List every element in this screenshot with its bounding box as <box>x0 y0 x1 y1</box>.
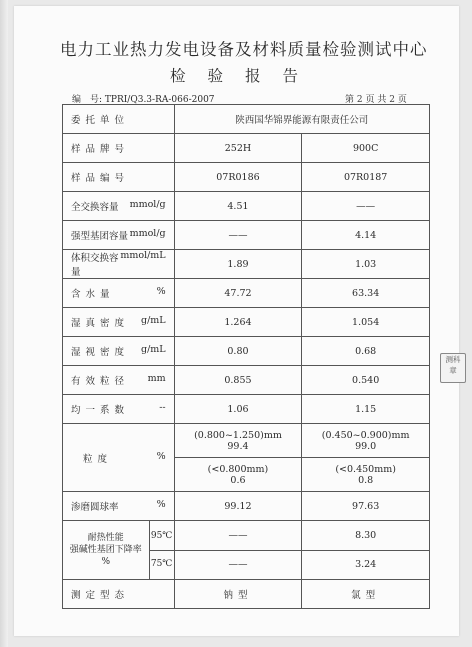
row-label-effective-size: 有效粒径 mm <box>63 366 175 395</box>
table-row <box>63 580 430 609</box>
cell-b: 97.63 <box>302 492 430 521</box>
table-row <box>63 163 430 192</box>
table-row <box>63 395 430 424</box>
cell-b: 1.03 <box>302 250 430 279</box>
table-row <box>63 521 430 551</box>
table-row <box>63 492 430 521</box>
cell-a: 1.264 <box>174 308 302 337</box>
table-row <box>63 366 430 395</box>
row-label-client: 委托单位 <box>63 105 175 134</box>
cell-b: 3.24 <box>302 550 430 580</box>
row-label-brand: 样品牌号 <box>63 134 175 163</box>
page-label-suffix: 页 <box>397 95 407 105</box>
cell-a: 0.855 <box>174 366 302 395</box>
table-row <box>63 134 430 163</box>
test-results-table <box>62 104 430 609</box>
report-number-value: TPRI/Q3.3-RA-066-2007 <box>104 95 215 105</box>
row-label-sample-no: 样品编号 <box>63 163 175 192</box>
cell-a: —— <box>174 221 302 250</box>
table-row <box>63 279 430 308</box>
cell-a: 1.89 <box>174 250 302 279</box>
client-value: 陕西国华锦界能源有限责任公司 <box>174 105 429 134</box>
cell-b: 1.15 <box>302 395 430 424</box>
cell-a: 99.12 <box>174 492 302 521</box>
cell-b: 0.540 <box>302 366 430 395</box>
page-label-prefix: 第 <box>345 95 355 105</box>
table-row <box>63 250 430 279</box>
cell-b: 1.054 <box>302 308 430 337</box>
cell-a: —— <box>174 550 302 580</box>
table-row <box>63 221 430 250</box>
cell-b: 900C <box>302 134 430 163</box>
particle-range-b: (0.450~0.900)mm 99.0 <box>302 424 430 458</box>
cell-b: 氯型 <box>302 580 430 609</box>
cell-b: 0.68 <box>302 337 430 366</box>
report-number-label: 编 号: <box>72 95 103 105</box>
cell-b: —— <box>302 192 430 221</box>
row-label-uniformity: 均一系数 -- <box>63 395 175 424</box>
cell-a: —— <box>174 521 302 551</box>
row-label-strong-base: 强型基团容量 mmol/g <box>63 221 175 250</box>
scan-edge <box>0 0 8 647</box>
cell-a: 252H <box>174 134 302 163</box>
cell-a: 0.80 <box>174 337 302 366</box>
row-label-heat-resistance: 耐热性能 强碱性基团下降率 % 95℃ 75℃ <box>63 521 175 580</box>
particle-fine-b: (<0.450mm) 0.8 <box>302 458 430 492</box>
row-label-volume-exchange: 体积交换容量 mmol/mL <box>63 250 175 279</box>
report-type-title: 检验报告 <box>170 67 321 85</box>
page-current: 2 <box>356 95 363 105</box>
row-label-sphericity: 渗磨圆球率 % <box>63 492 175 521</box>
cell-a: 47.72 <box>174 279 302 308</box>
report-org-title: 电力工业热力发电设备及材料质量检验测试中心 <box>60 40 428 59</box>
cell-b: 07R0187 <box>302 163 430 192</box>
table-row <box>63 424 430 458</box>
cell-b: 63.34 <box>302 279 430 308</box>
table-row <box>63 337 430 366</box>
cell-a: 07R0186 <box>174 163 302 192</box>
seam-stamp: 测科 章 <box>440 353 466 383</box>
row-label-apparent-density: 湿视密度 g/mL <box>63 337 175 366</box>
row-label-total-exchange: 全交换容量 mmol/g <box>63 192 175 221</box>
table-row <box>63 308 430 337</box>
cell-b: 8.30 <box>302 521 430 551</box>
row-label-measured-form: 测定型态 <box>63 580 175 609</box>
page-label-mid: 页 共 <box>365 95 387 105</box>
table-row <box>63 105 430 134</box>
table-row <box>63 192 430 221</box>
page-total: 2 <box>389 95 395 105</box>
cell-b: 4.14 <box>302 221 430 250</box>
cell-a: 1.06 <box>174 395 302 424</box>
row-label-wet-density: 湿真密度 g/mL <box>63 308 175 337</box>
particle-fine-a: (<0.800mm) 0.6 <box>174 458 302 492</box>
particle-range-a: (0.800~1.250)mm 99.4 <box>174 424 302 458</box>
row-label-particle-size: 粒度 % <box>63 424 175 492</box>
cell-a: 4.51 <box>174 192 302 221</box>
cell-a: 钠型 <box>174 580 302 609</box>
row-label-water-content: 含水量 % <box>63 279 175 308</box>
